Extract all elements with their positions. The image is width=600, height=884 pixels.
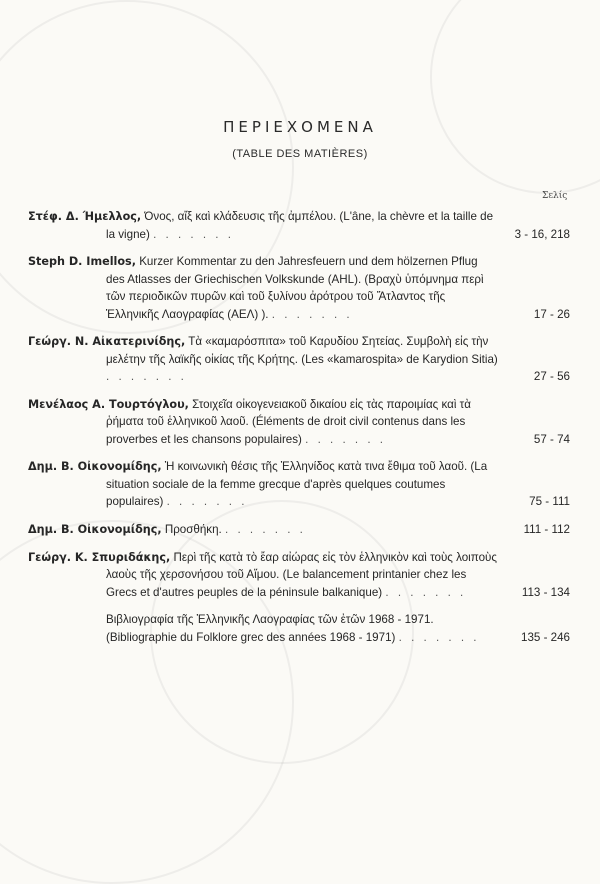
toc-leader: . . . . . . .: [106, 370, 187, 383]
toc-author: Γεώργ. Κ. Σπυριδάκης,: [28, 550, 171, 564]
toc-author: Μενέλαος Α. Τουρτόγλου,: [28, 397, 189, 411]
toc-entry: [28, 521, 570, 539]
toc-pages: 135 - 246: [521, 630, 570, 644]
toc-title: Περὶ τῆς κατὰ τὸ ἔαρ αἰώρας εἰς τὸν ἑλληνικὸν καὶ τοὺς λοιποὺς λαοὺς τῆς χερσονήσου τοῦ Αἵμου. (Le balancement printanier chez les Grecs et d'autres peuples de la péninsule balkanique): [106, 550, 497, 599]
page-title: ΠΕΡΙΕΧΟΜΕΝΑ: [223, 118, 377, 136]
page-subtitle: (TABLE DES MATIÈRES): [232, 148, 368, 160]
toc-entry: [28, 253, 570, 323]
toc-pages: 3 - 16, 218: [514, 227, 570, 241]
toc-author: Δημ. Β. Οἰκονομίδης,: [28, 460, 162, 473]
toc-leader: . . . . . . .: [225, 522, 306, 536]
toc-entry: [28, 458, 570, 511]
toc-entry: [28, 208, 570, 243]
toc-pages: 27 - 56: [533, 370, 570, 383]
toc-leader: . . . . . . .: [153, 227, 234, 241]
toc-entry: [28, 549, 570, 602]
toc-pages: 17 - 26: [533, 307, 570, 321]
toc-pages: 113 - 134: [521, 585, 570, 599]
toc-leader: . . . . . . .: [385, 585, 467, 599]
toc-title: Ἡ κοινωνικὴ θέσις τῆς Ἑλληνίδος κατὰ τινα ἔθιμα τοῦ λαοῦ. (La situation sociale de la femme grecque d'après quelques coutumes populaires): [106, 460, 488, 508]
toc-title: Kurzer Kommentar zu den Jahresfeuern und dem hölzernen Pflug des Atlasses der Griechischen Volkskunde (AHL). (Βραχὺ ὑπόμνημα περὶ τῶν περιοδικῶν πυρῶν καὶ τοῦ ξυλίνου ἀρότρου τοῦ Ἄτλαντος τῆς Ἑλληνικῆς Λαογραφίας (ΑΕΛ) ).: [106, 255, 484, 321]
toc-author: Δημ. Β. Οἰκονομίδης,: [28, 522, 162, 536]
toc-entry: [28, 396, 570, 449]
toc-title: Τὰ «καμαρόσπιτα» τοῦ Καρυδίου Σητείας. Συμβολὴ εἰς τὴν μελέτην τῆς λαϊκῆς οἰκίας τῆς Κρήτης. (Les «kamarospita» de Karydion Sitia): [106, 335, 498, 366]
toc-leader: . . . . . . .: [166, 495, 248, 508]
toc-title: Προσθήκη.: [164, 522, 222, 536]
toc-pages: 75 - 111: [529, 495, 570, 508]
toc-author: Στέφ. Δ. Ήμελλος,: [28, 210, 142, 223]
toc-entry: [28, 333, 570, 386]
toc-author: Γεώργ. Ν. Αἰκατερινίδης,: [28, 335, 186, 348]
toc-title: Στοιχεῖα οἰκογενειακοῦ δικαίου εἰς τὰς παροιμίας καὶ τὰ ῥήματα τοῦ ἑλληνικοῦ λαοῦ. (Éléments de droit civil contenus dans les proverbes et les chansons populaires): [106, 397, 471, 446]
toc-leader: . . . . . . .: [271, 307, 353, 321]
toc-list: [28, 208, 570, 656]
toc-leader: . . . . . . .: [398, 630, 480, 644]
toc-pages: 57 - 74: [533, 432, 570, 446]
toc-pages: 111 - 112: [523, 523, 570, 536]
toc-leader: . . . . . . .: [305, 432, 387, 446]
toc-title: Όνος, αἴξ καὶ κλάδευσις τῆς ἀμπέλου. (L'âne, la chèvre et la taille de la vigne): [106, 210, 494, 241]
watermark-stamp: [430, 0, 600, 194]
toc-author: Steph D. Imellos,: [28, 255, 136, 268]
toc-entry: [28, 611, 570, 646]
page-column-header: Σελίς: [542, 191, 568, 201]
toc-title: Βιβλιογραφία τῆς Ἑλληνικῆς Λαογραφίας τῶν ἐτῶν 1968 - 1971. (Bibliographie du Folklore grec des années 1968 - 1971): [106, 613, 434, 644]
